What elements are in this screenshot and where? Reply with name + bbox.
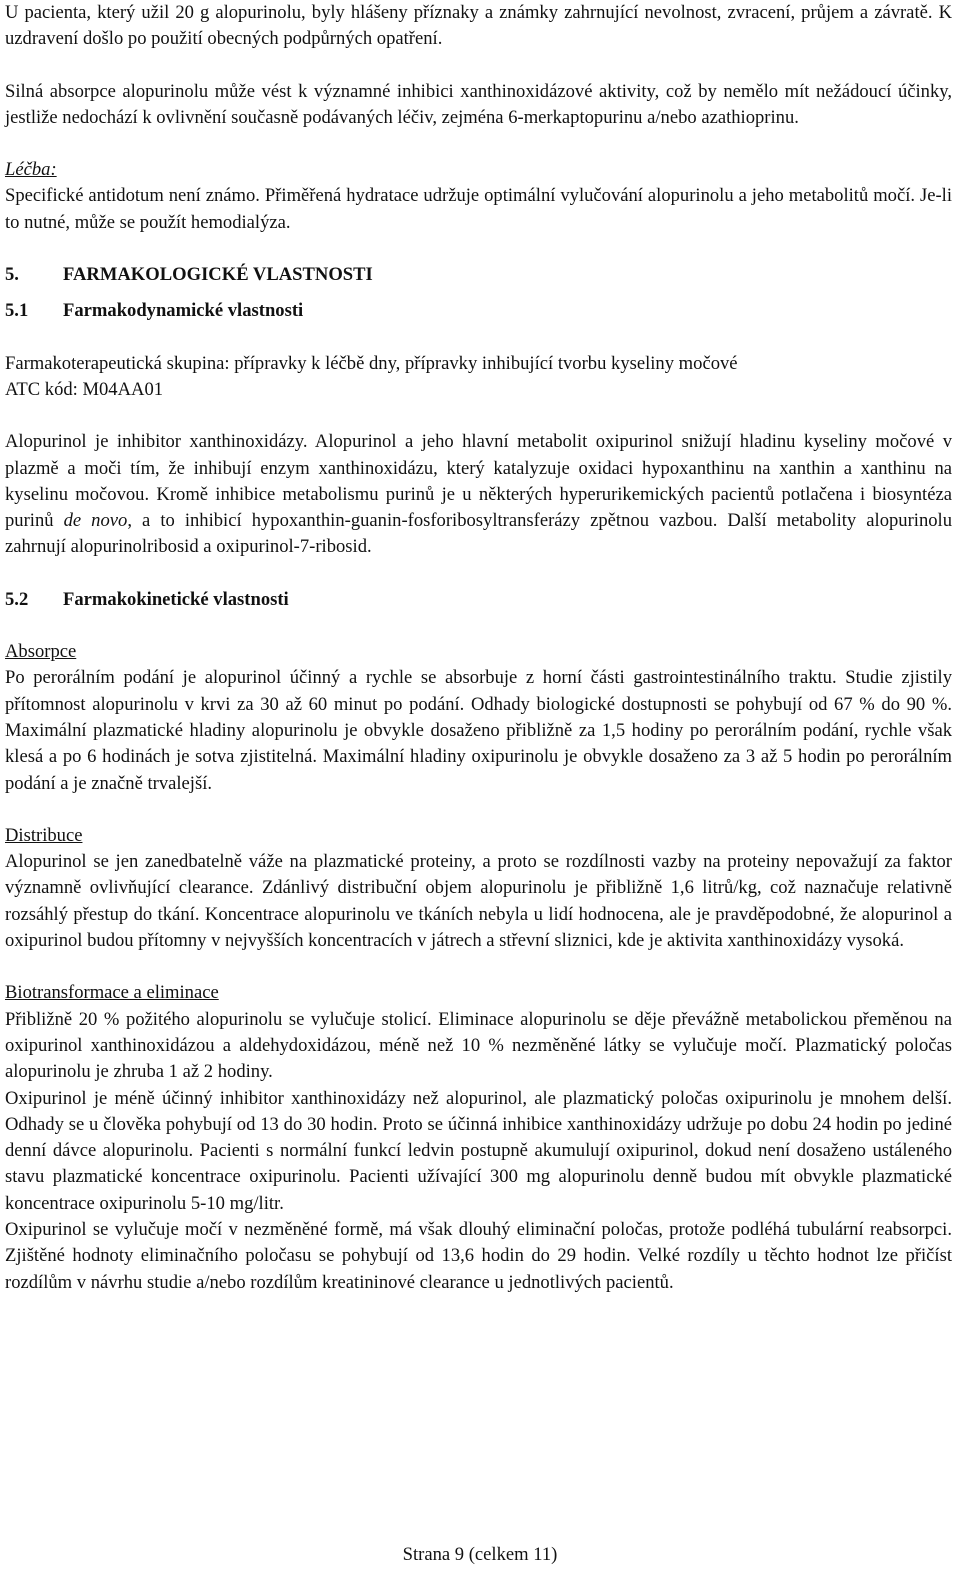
document-page (5, 0, 952, 1296)
pharmacotherapeutic-group: Farmakoterapeutická skupina: přípravky k léčbě dny, přípravky inhibující tvorbu kyseliny močové (5, 352, 738, 374)
biotransformation-label: Biotransformace a eliminace (5, 982, 219, 1004)
section-5-heading (5, 262, 952, 288)
biotransformation-paragraph-3: Oxipurinol se vylučuje močí v nezměněné formě, má však dlouhý eliminační poločas, protože podléhá tubulární reabsorpci. Zjištěné hodnoty eliminačního poločasu se pohybují od 13,6 hodin do 29 hodin. Velké rozdíly u těchto hodnot lze přičíst rozdílům v návrhu studie a/nebo rozdílům kreatininové clearance u jednotlivých pacientů. (5, 1218, 952, 1293)
overdose-inhibition-paragraph: Silná absorpce alopurinolu může vést k významné inhibici xanthinoxidázové aktivity, což by nemělo mít nežádoucí účinky, jestliže nedochází k ovlivnění současně podávaných léčiv, zejména 6-merkaptopurinu a/nebo azathioprinu. (5, 80, 952, 128)
page-number: Strana 9 (celkem 11) (402, 1544, 558, 1565)
section-5-2-heading (5, 587, 952, 613)
treatment-label: Léčba: (5, 159, 57, 181)
section-5-2-title: Farmakokinetické vlastnosti (63, 588, 289, 610)
atc-code: ATC kód: M04AA01 (5, 378, 164, 400)
section-5-number: 5. (5, 264, 19, 286)
de-novo-term: de novo (63, 510, 128, 532)
absorption-label: Absorpce (5, 641, 77, 663)
distribution-paragraph: Alopurinol se jen zanedbatelně váže na plazmatické proteiny, a proto se rozdílnosti vazby na proteiny nepovažují za faktor významně ovlivňující clearance. Zdánlivý distribuční objem alopurinolu je přibližně 1,6 litrů/kg, což naznačuje relativně rozsáhlý přestup do tkání. Koncentrace alopurinolu ve tkáních nebyla u lidí hodnocena, ale je pravděpodobné, že alopurinol a oxipurinol budou přítomny v nejvyšších koncentracích v játrech a střevní sliznici, kde je aktivita xanthinoxidázy vysoká. (5, 851, 952, 952)
distribution-label: Distribuce (5, 824, 83, 846)
section-5-title: FARMAKOLOGICKÉ VLASTNOSTI (63, 264, 373, 286)
biotransformation-paragraph-2: Oxipurinol je méně účinný inhibitor xanthinoxidázy než alopurinol, ale plazmatický poločas oxipurinolu je mnohem delší. Odhady se u člověka pohybují od 13 do 30 hodin. Proto se účinná inhibice xanthinoxidázy udržuje po dobu 24 hodin po jediné denní dávce alopurinolu. Pacienti s normální funkcí ledvin postupně akumulují oxipurinol, dokud není dosaženo ustáleného stavu plazmatické koncentrace oxipurinolu. Pacienti užívající 300 mg alopurinolu denně budou mít obvykle plazmatické koncentrace oxipurinolu 5-10 mg/litr. (5, 1087, 952, 1214)
biotransformation-paragraph-1: Přibližně 20 % požitého alopurinolu se vylučuje stolicí. Eliminace alopurinolu se děje převážně metabolickou přeměnou na oxipurinol xanthinoxidázou a aldehydoxidázou, méně než 10 % nezměněné látky se vylučuje močí. Plazmatický poločas alopurinolu je zhruba 1 až 2 hodiny. (5, 1008, 952, 1083)
section-5-1-heading (5, 298, 952, 324)
section-5-1-number: 5.1 (5, 300, 29, 322)
absorption-paragraph: Po perorálním podání je alopurinol účinný a rychle se absorbuje z horní části gastrointestinálního traktu. Studie zjistily přítomnost alopurinolu v krvi za 30 až 60 minut po podání. Odhady biologické dostupnosti se pohybují od 67 % do 90 %. Maximální plazmatické hladiny alopurinolu je obvykle dosaženo přibližně za 1,5 hodiny po perorálním podání, rychle však klesá a po 6 hodinách je sotva zjistitelná. Maximální hladiny oxipurinolu je obvykle dosaženo za 3 až 5 hodin po perorálním podání a je značně trvalejší. (5, 667, 952, 794)
section-5-1-title: Farmakodynamické vlastnosti (63, 300, 304, 322)
page-footer (0, 1542, 960, 1568)
overdose-paragraph: U pacienta, který užil 20 g alopurinolu, byly hlášeny příznaky a známky zahrnující nevolnost, zvracení, průjem a závratě. K uzdravení došlo po použití obecných podpůrných opatření. (5, 2, 952, 50)
treatment-paragraph: Specifické antidotum není známo. Přiměřená hydratace udržuje optimální vylučování alopurinolu a jeho metabolitů močí. Je-li to nutné, může se použít hemodialýza. (5, 185, 952, 233)
section-5-2-number: 5.2 (5, 588, 29, 610)
mechanism-paragraph: Alopurinol je inhibitor xanthinoxidázy. Alopurinol a jeho hlavní metabolit oxipurinol snižují hladinu kyseliny močové v plazmě a moči tím, že inhibují enzym xanthinoxidázu, který katalyzuje oxidaci hypoxanthinu na xanthin a xanthinu na kyselinu močovou. Kromě inhibice metabolismu purinů je u některých hyperurikemických pacientů potlačena i biosyntéza purinů de novo, a to inhibicí hypoxanthin-guanin-fosforibosyltransferázy zpětnou vazbou. Další metabolity alopurinolu zahrnují alopurinolribosid a oxipurinol-7-ribosid. (5, 431, 952, 558)
